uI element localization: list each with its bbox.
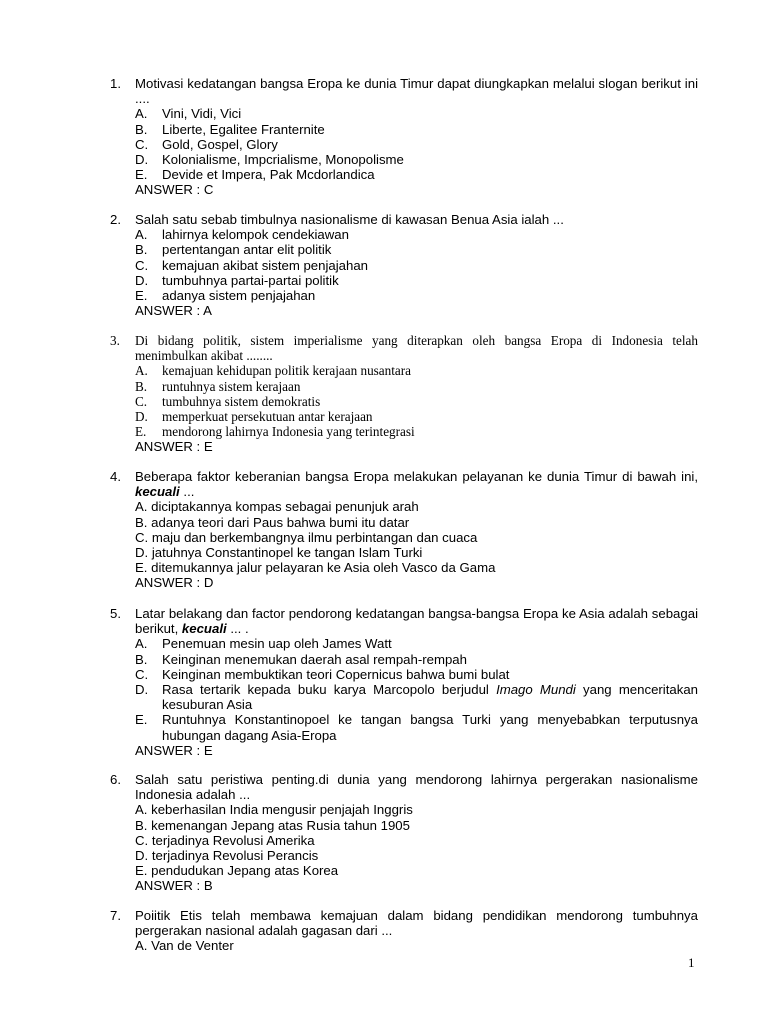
question-number: 2. bbox=[110, 212, 121, 227]
option-c: C. kemajuan akibat sistem penjajahan bbox=[135, 257, 368, 273]
question-stem: Salah satu sebab timbulnya nasionalisme di kawasan Benua Asia ialah ... bbox=[135, 212, 564, 227]
option-c: C. maju dan berkembangnya ilmu perbintangan dan cuaca bbox=[135, 529, 478, 545]
question-number: 1. bbox=[110, 76, 121, 91]
option-b: B. kemenangan Jepang atas Rusia tahun 1905 bbox=[135, 817, 410, 833]
answer-key: ANSWER : E bbox=[135, 439, 213, 455]
option-a: A. diciptakannya kompas sebagai penunjuk arah bbox=[135, 499, 419, 515]
question-stem: Beberapa faktor keberanian bangsa Eropa melakukan pelayanan ke dunia Timur di bawah ini, kecuali ... bbox=[135, 469, 698, 500]
question-stem: Di bidang politik, sistem imperialisme yang diterapkan oleh bangsa Eropa di Indonesia telah menimbulkan akibat ........ bbox=[135, 333, 698, 364]
option-d: D. terjadinya Revolusi Perancis bbox=[135, 848, 319, 864]
answer-key: ANSWER : B bbox=[135, 878, 213, 894]
question-7 bbox=[110, 908, 698, 954]
option-c: C. terjadinya Revolusi Amerika bbox=[135, 832, 315, 848]
option-b: B. Keinginan menemukan daerah asal rempah-rempah bbox=[135, 651, 467, 667]
question-number: 6. bbox=[110, 772, 121, 787]
option-d: D. jatuhnya Constantinopel ke tangan Islam Turki bbox=[135, 545, 423, 561]
question-4 bbox=[110, 469, 698, 591]
page-number: 1 bbox=[688, 955, 695, 970]
option-a: A. keberhasilan India mengusir penjajah Inggris bbox=[135, 802, 413, 818]
answer-key: ANSWER : E bbox=[135, 742, 213, 758]
option-a: A. Van de Venter bbox=[135, 938, 234, 954]
option-e: E. ditemukannya jalur pelayaran ke Asia oleh Vasco da Gama bbox=[135, 560, 496, 576]
question-1 bbox=[110, 76, 698, 198]
question-stem: Salah satu peristiwa penting.di dunia yang mendorong lahirnya pergerakan nasionalisme Indonesia adalah ... bbox=[135, 772, 698, 803]
answer-key: ANSWER : C bbox=[135, 182, 214, 198]
option-b: B. Liberte, Egalitee Franternite bbox=[135, 121, 325, 137]
question-number: 7. bbox=[110, 908, 121, 923]
book-title: Imago Mundi bbox=[496, 682, 576, 698]
question-3 bbox=[110, 333, 698, 455]
question-2 bbox=[110, 212, 698, 318]
option-c: C. Gold, Gospel, Glory bbox=[135, 136, 278, 152]
option-e: E. mendorong lahirnya Indonesia yang terintegrasi bbox=[135, 424, 415, 440]
keyword-kecuali: kecuali bbox=[135, 484, 180, 500]
answer-key: ANSWER : A bbox=[135, 303, 212, 319]
option-c: C. Keinginan membuktikan teori Copernicus bahwa bumi bulat bbox=[135, 666, 510, 682]
option-a: A. kemajuan kehidupan politik kerajaan nusantara bbox=[135, 363, 412, 379]
option-d: D. Kolonialisme, Impcrialisme, Monopolisme bbox=[135, 152, 404, 168]
option-d: D. tumbuhnya partai-partai politik bbox=[135, 272, 339, 288]
option-a: A. Penemuan mesin uap oleh James Watt bbox=[135, 636, 392, 652]
option-e: E. pendudukan Jepang atas Korea bbox=[135, 863, 339, 879]
option-a: A. lahirnya kelompok cendekiawan bbox=[135, 227, 349, 243]
question-number: 5. bbox=[110, 606, 121, 621]
option-c: C. tumbuhnya sistem demokratis bbox=[135, 393, 321, 409]
keyword-kecuali: kecuali bbox=[181, 621, 227, 637]
option-e: E. Runtuhnya Konstantinopoel ke tangan bangsa Turki yang menyebabkan terputusnya hubungan dagang Asia-Eropa bbox=[135, 712, 698, 743]
option-a: A. Vini, Vidi, Vici bbox=[135, 106, 242, 122]
question-5 bbox=[110, 606, 698, 758]
question-number: 4. bbox=[110, 469, 121, 484]
option-d: D. memperkuat persekutuan antar kerajaan bbox=[135, 409, 373, 425]
question-stem: Poiitik Etis telah membawa kemajuan dalam bidang pendidikan mendorong tumbuhnya pergerakan nasional adalah gagasan dari ... bbox=[135, 908, 698, 939]
option-b: B. adanya teori dari Paus bahwa bumi itu datar bbox=[135, 514, 410, 530]
option-b: B. runtuhnya sistem kerajaan bbox=[135, 378, 301, 394]
question-6 bbox=[110, 772, 698, 894]
answer-key: ANSWER : D bbox=[135, 575, 214, 591]
option-e: E. adanya sistem penjajahan bbox=[135, 288, 316, 304]
question-stem: Latar belakang dan factor pendorong kedatangan bangsa-bangsa Eropa ke Asia adalah sebagai berikut, kecuali ... . bbox=[135, 606, 698, 637]
option-e: E. Devide et Impera, Pak Mcdorlandica bbox=[135, 167, 375, 183]
option-d: D. Rasa tertarik kepada buku karya Marcopolo berjudul Imago Mundi yang menceritakan kesuburan Asia bbox=[135, 682, 698, 713]
question-number: 3. bbox=[110, 333, 120, 348]
question-stem: Motivasi kedatangan bangsa Eropa ke dunia Timur dapat diungkapkan melalui slogan berikut ini .... bbox=[135, 76, 698, 107]
option-b: B. pertentangan antar elit politik bbox=[135, 242, 332, 258]
